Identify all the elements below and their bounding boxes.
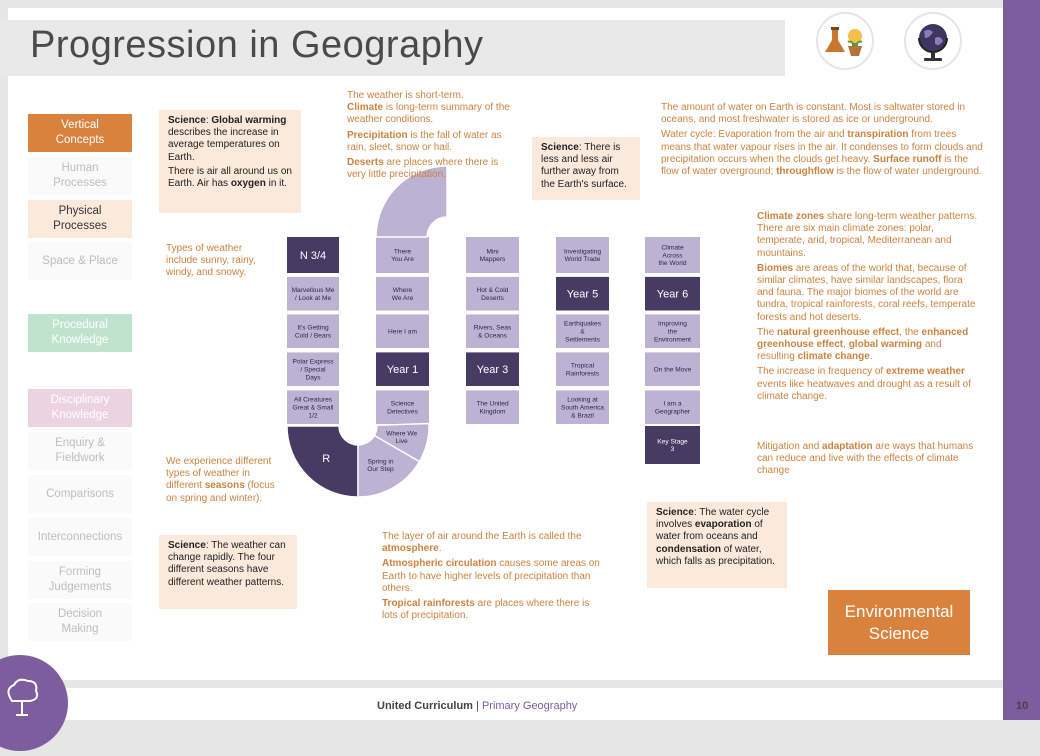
note-gh-text: , the <box>899 326 922 338</box>
footer-sep: | <box>472 700 482 712</box>
note-atmosphere <box>382 531 607 622</box>
unit-label: Science Detectives <box>387 400 418 416</box>
note-ew-text: events like heatwaves and drought as a result of climate change. <box>757 378 972 402</box>
note-deserts-text: are places where there is very little precipitation. <box>347 157 499 181</box>
logo-icon <box>0 655 68 751</box>
note-deserts-term: Deserts <box>347 157 384 169</box>
sidebar-item[interactable]: Forming Judgements <box>28 561 132 599</box>
unit-label: Tropical Rainforests <box>565 362 600 378</box>
box-science-label: Science <box>168 540 206 551</box>
note-mit-text: are ways that humans can reduce and live with the effects of climate change <box>757 441 974 477</box>
note-water-text: Water cycle: Evaporation from the air and <box>661 129 848 141</box>
note-seasons-text: We experience different types of weather in different <box>166 456 272 492</box>
box-science-label: Science <box>168 115 206 126</box>
note-atm-term: atmosphere <box>382 543 439 555</box>
note-atm-text: The layer of air around the Earth is called the <box>382 531 582 542</box>
footer-curriculum: United Curriculum <box>377 700 473 712</box>
sidebar-item[interactable]: Physical Processes <box>28 200 132 238</box>
sidebar-item[interactable]: Interconnections <box>28 518 132 556</box>
page-title: Progression in Geography <box>30 24 484 66</box>
note-atm-text: are places where there is lots of precipitation. <box>382 598 590 622</box>
note-throughflow-term: throughflow <box>776 166 834 178</box>
box-wx-text: : The weather can change rapidly. The four different seasons have different weather patterns. <box>168 540 286 588</box>
unit-label: Hot & Cold Deserts <box>476 287 509 302</box>
note-ew-term: extreme weather <box>885 366 965 378</box>
unit-label: Key Stage 3 <box>657 438 688 454</box>
note-climate-zones <box>757 211 982 403</box>
unit-label: It's Getting Cold / Bears <box>294 324 332 340</box>
note-gh-text: . <box>869 351 873 363</box>
note-mitigation <box>757 441 985 478</box>
box-gw-text: describes the increase in average temperatures on Earth. <box>168 127 280 163</box>
sidebar-item[interactable]: Disciplinary Knowledge <box>28 389 132 427</box>
unit-label: Polar Express / Special Days <box>292 358 334 382</box>
unit-label: N 3/4 <box>299 250 327 262</box>
note-water-text: from trees means that water vapour rises in the air. It condenses to form clouds and precipitation occurs when the clouds get heavy. <box>661 129 983 165</box>
unit-label: On the Move <box>653 366 692 374</box>
note-mit-term: adaptation <box>822 441 873 452</box>
box-air-text: There is air all around us on Earth. Air has <box>168 165 292 190</box>
note-cz-term: Climate zones <box>757 211 825 222</box>
note-gh-term: natural greenhouse effect <box>777 326 900 338</box>
note-ew-text: The increase in frequency of <box>757 366 886 378</box>
note-seasons-term: seasons <box>204 480 245 492</box>
note-precip-text: is the fall of water as rain, sleet, snow or hail. <box>347 129 502 153</box>
note-water-text: is the flow of water overground; <box>661 153 969 178</box>
box-alt-text: : There is less and less air further away from the Earth's surface. <box>541 142 627 190</box>
note-seasons <box>166 456 286 505</box>
note-biomes-term: Biomes <box>757 262 794 274</box>
box-wc-text: : The water cycle involves <box>656 507 770 531</box>
note-water-text: is the flow of water underground. <box>833 166 982 178</box>
box-water-cycle <box>647 502 787 588</box>
box-wc-text: of water from oceans and <box>656 519 763 543</box>
sidebar-item[interactable]: Vertical Concepts <box>28 114 132 152</box>
note-gh-text: and resulting <box>757 339 942 363</box>
environmental-science-badge <box>828 590 970 655</box>
note-precip-term: Precipitation <box>347 129 408 141</box>
note-water <box>661 102 986 178</box>
sidebar-item[interactable]: Enquiry & Fieldwork <box>28 432 132 470</box>
box-condensation-term: condensation <box>656 543 722 555</box>
unit-label: Rivers, Seas & Oceans <box>473 324 512 340</box>
note-atm-term: Atmospheric circulation <box>382 558 497 570</box>
box-air-text: in it. <box>265 178 287 190</box>
box-weather-seasons <box>159 535 297 609</box>
note-seasons-text: (focus on spring and winter). <box>166 480 275 504</box>
note-weather-short: The weather is short-term. <box>347 90 464 101</box>
unit-label: Marvellous Me / Look at Me <box>291 287 335 302</box>
unit-label: There You Are <box>391 248 414 264</box>
note-cz-text: share long-term weather patterns. There are six main climate zones: polar, temperate, arid, tropical, Mediterranean and mountains. <box>757 211 978 259</box>
unit-label: Climate Across the World <box>658 244 687 268</box>
unit-label: Where We Live <box>386 430 418 446</box>
unit-label: Earthquakes & Settlements <box>563 320 602 344</box>
note-biomes-text: are areas of the world that, because of similar climates, have similar landscapes, flora and fauna. The major biomes of the world are tundra, tropical rainforests, coral reefs, temperate forests and hot deserts. <box>757 262 976 323</box>
note-gh-text: , <box>843 339 849 351</box>
note-gh-text: The <box>757 326 778 338</box>
env-label: Environmental Science <box>844 601 954 643</box>
unit-label: Where We Are <box>391 287 414 302</box>
note-climate-term: Climate <box>347 102 384 114</box>
unit-label: Year 6 <box>656 288 689 301</box>
note-runoff-term: Surface runoff <box>873 153 942 165</box>
unit-label: R <box>322 452 331 465</box>
box-oxygen-term: oxygen <box>230 178 266 190</box>
sidebar-item[interactable]: Decision Making <box>28 603 132 641</box>
note-climate-text: is long-term summary of the weather conditions. <box>347 102 510 126</box>
unit-label: I am a Geographer <box>654 400 691 416</box>
unit-label: Year 3 <box>476 364 509 377</box>
note-atm-text: causes some areas on Earth to have higher levels of precipitation than others. <box>382 558 600 594</box>
note-atm-term: Tropical rainforests <box>382 598 475 610</box>
page-number: 10 <box>1016 700 1029 712</box>
box-air-altitude <box>532 137 640 200</box>
unit-label: All Creatures Great & Small 1/2 <box>292 396 334 420</box>
note-atm-text: . <box>438 543 442 555</box>
note-gh-term: climate change <box>797 351 870 363</box>
footer-text <box>377 700 577 712</box>
note-transpiration-term: transpiration <box>847 129 909 141</box>
sidebar-item[interactable]: Procedural Knowledge <box>28 314 132 352</box>
unit-label: Improving the Environment <box>653 320 692 344</box>
note-weather-climate <box>347 90 517 181</box>
sidebar-item[interactable]: Space & Place <box>28 242 132 280</box>
note-water-amount: The amount of water on Earth is constant. Most is saltwater stored in oceans, and most freshwater is stored as ice or underground. <box>661 102 966 126</box>
unit-label: Mini Mappers <box>479 248 506 264</box>
unit-label: Year 5 <box>566 288 599 301</box>
unit-label: Here I am <box>388 328 417 336</box>
box-science-label: Science <box>656 507 694 518</box>
unit-label: The United Kingdom <box>476 400 509 416</box>
box-evaporation-term: evaporation <box>694 519 752 531</box>
unit-label: Looking at South America & Brazil <box>561 396 604 420</box>
sidebar-item[interactable]: Comparisons <box>28 475 132 513</box>
note-mit-text: Mitigation and <box>757 441 823 452</box>
unit-label: Investigating World Trade <box>563 248 602 264</box>
box-wc-text: of water, which falls as precipitation. <box>656 543 775 567</box>
note-gh-term: enhanced greenhouse effect <box>757 326 969 351</box>
sidebar-item[interactable]: Human Processes <box>28 157 132 195</box>
unit-label: Year 1 <box>386 364 419 377</box>
note-gh-term: global warming <box>848 339 923 351</box>
unit-label: Spring in Our Step <box>367 458 394 474</box>
footer-subject: Primary Geography <box>481 700 578 712</box>
box-global-warming: Science: Global warming describes the increase in average temperatures on Earth. There is air all around us on Earth. Air has oxygen in it. <box>159 110 301 213</box>
box-science-label: Science <box>541 142 579 153</box>
note-weather-types: Types of weather include sunny, rainy, windy, and snowy. <box>166 243 256 279</box>
box-gw-term: Global warming <box>211 115 287 126</box>
